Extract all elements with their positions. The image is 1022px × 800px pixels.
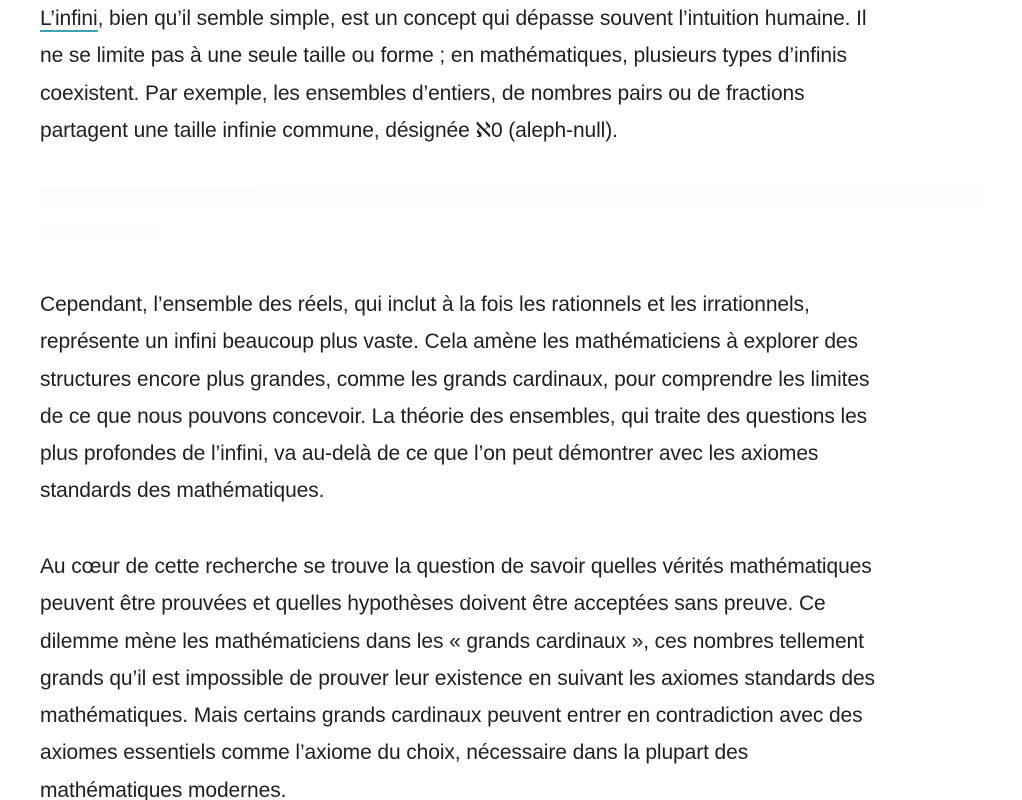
- paragraph-line: dilemme mène les mathématiciens dans les « grands cardinaux », ces nombres tellement: [40, 629, 864, 653]
- paragraph-line: standards des mathématiques.: [40, 479, 325, 503]
- paragraph-line: partagent une taille infinie commune, désignée ℵ0 (aleph-null).: [40, 118, 618, 142]
- faded-line: [40, 224, 160, 238]
- paragraph-line: mathématiques. Mais certains grands cardinaux peuvent entrer en contradiction avec des: [40, 704, 863, 728]
- paragraph-line: peuvent être prouvées et quelles hypothèses doivent être acceptées sans preuve. Ce: [40, 592, 826, 616]
- paragraph-line: Au cœur de cette recherche se trouve la question de savoir quelles vérités mathématiques: [40, 555, 872, 578]
- paragraph-infini-intro: [40, 0, 985, 149]
- paragraph-line: de ce que nous pouvons concevoir. La théorie des ensembles, qui traite des questions les: [40, 404, 868, 428]
- paragraph-line: coexistent. Par exemple, les ensembles d’entiers, de nombres pairs ou de fractions: [40, 81, 805, 105]
- paragraph-reels: [40, 286, 985, 510]
- paragraph-line: [40, 0, 985, 37]
- paragraph-line: Cependant, l’ensemble des réels, qui inclut à la fois les rationnels et les irrationnels,: [40, 293, 810, 316]
- faded-line: [40, 188, 985, 202]
- paragraph-grands-cardinaux: [40, 548, 985, 800]
- paragraph-line: ne se limite pas à une seule taille ou forme ; en mathématiques, plusieurs types d’infinis: [40, 44, 847, 68]
- paragraph-line-text: , bien qu’il semble simple, est un concept qui dépasse souvent l’intuition humaine. Il: [97, 7, 867, 30]
- paragraph-line: mathématiques modernes.: [40, 778, 287, 800]
- paragraph-line: axiomes essentiels comme l’axiome du choix, nécessaire dans la plupart des: [40, 741, 749, 765]
- infini-link[interactable]: L’infini: [40, 7, 98, 30]
- paragraph-line: plus profondes de l’infini, va au-delà de ce que l’on peut démontrer avec les axiomes: [40, 442, 819, 466]
- paragraph-line: structures encore plus grandes, comme les grands cardinaux, pour comprendre les limites: [40, 367, 870, 391]
- paragraph-line: représente un infini beaucoup plus vaste. Cela amène les mathématiciens à explorer des: [40, 330, 858, 354]
- faded-placeholder-block: [40, 188, 985, 258]
- paragraph-line: grands qu’il est impossible de prouver leur existence en suivant les axiomes standards des: [40, 666, 875, 690]
